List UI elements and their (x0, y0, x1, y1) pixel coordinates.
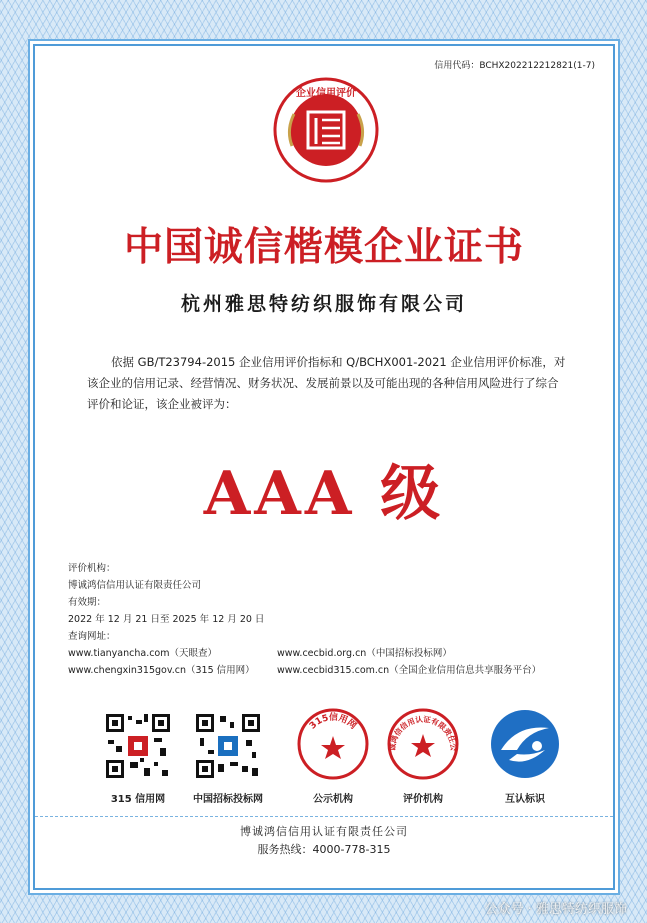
icon-label-mutual: 互认标识 (505, 794, 545, 805)
evaluation-seal-cell (378, 706, 468, 805)
svg-text:315信用网: 315信用网 (307, 712, 358, 732)
svg-text:企业信用评价: 企业信用评价 (296, 88, 356, 99)
qr-code-icon[interactable] (194, 712, 262, 780)
qr-315-cell (93, 706, 183, 805)
service-hotline: 服务热线：4000-778-315 (257, 843, 391, 856)
certificate-body (33, 44, 615, 890)
credit-evaluation-seal-icon (272, 76, 380, 184)
site-cecbid[interactable]: www.cecbid.org.cn（中国招标投标网） (277, 648, 452, 659)
issuer-name: 博诚鸿信信用认证有限责任公司 (240, 825, 408, 838)
org-label: 评价机构： (68, 563, 116, 574)
validity-period: 2022 年 12 月 21 日至 2025 年 12 月 20 日 (68, 614, 265, 625)
site-cecbid315[interactable]: www.cecbid315.com.cn（全国企业信用信息共享服务平台） (277, 665, 542, 676)
site-tianyancha[interactable]: www.tianyancha.com（天眼查） (68, 648, 218, 659)
credit-code: 信用代码：BCHX202212212821(1-7) (434, 61, 595, 71)
evaluation-info (68, 560, 588, 679)
validity-label: 有效期： (68, 597, 107, 608)
icon-label-315: 315 信用网 (110, 794, 166, 805)
company-name: 杭州雅思特纺织服饰有限公司 (180, 293, 467, 315)
publicity-seal-cell (288, 706, 378, 805)
publicity-seal-icon (295, 706, 371, 782)
evaluation-statement: 依据 GB/T23794-2015 企业信用评价指标和 Q/BCHX001-2021 企业信用评价标准，对该企业的信用记录、经营情况、财务状况、发展前景以及可能出现的各种信用风险进行了综合评价和论证，该企业被评为： (87, 355, 566, 411)
icon-label-evaluation: 评价机构 (403, 794, 443, 805)
certificate-title: 中国诚信楷模企业证书 (123, 225, 524, 270)
qr-code-icon[interactable] (104, 712, 172, 780)
site-chengxin315[interactable]: www.chengxin315gov.cn（315 信用网） (68, 665, 255, 676)
credit-grade: AAA 级 (203, 459, 445, 529)
org-name: 博诚鸿信信用认证有限责任公司 (68, 580, 202, 591)
certificate-footer (35, 816, 613, 859)
evaluation-seal-icon (385, 706, 461, 782)
wechat-watermark: 公众号 · 雅思特纺织服饰 (484, 902, 627, 917)
query-label: 查询网址： (68, 631, 116, 642)
mutual-recognition-logo-icon (487, 706, 563, 782)
mutual-recognition-cell (480, 706, 570, 805)
icon-label-cecbid: 中国招标投标网 (193, 794, 263, 805)
icon-label-publicity: 公示机构 (313, 794, 353, 805)
qr-cecbid-cell (183, 706, 273, 805)
verification-icons (35, 706, 613, 806)
svg-text:博诚鸿信信用认证有限责任公司: 诚鸿信信用认证有限责任公 (387, 714, 459, 752)
